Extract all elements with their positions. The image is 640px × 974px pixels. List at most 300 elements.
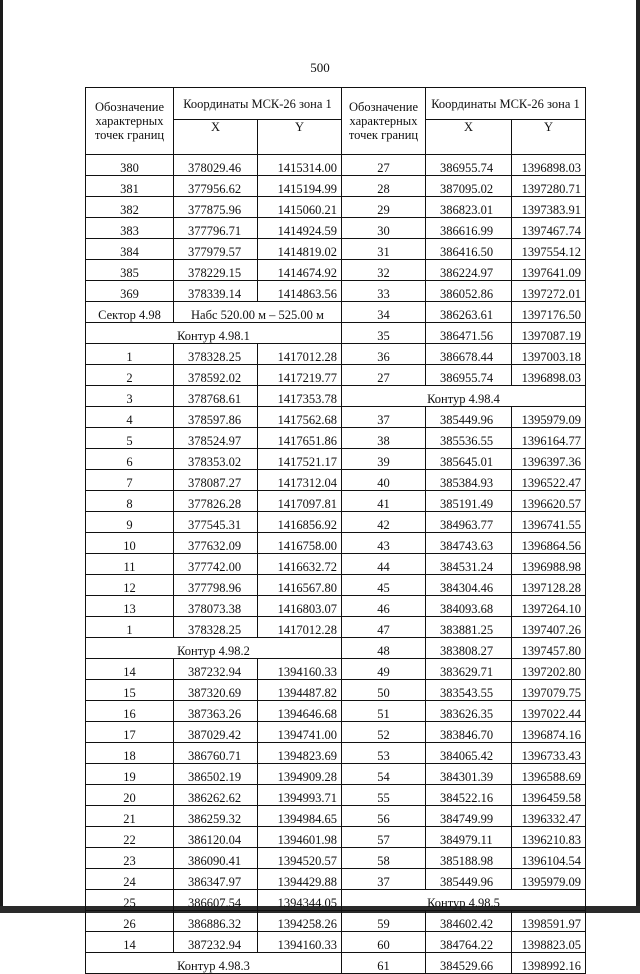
- y-coordinate: 1416758.00: [258, 533, 342, 554]
- point-number: 3: [86, 386, 174, 407]
- x-coordinate: 386823.01: [426, 197, 512, 218]
- y-coordinate: 1396898.03: [512, 365, 586, 386]
- y-coordinate: 1396741.55: [512, 512, 586, 533]
- table-row: [342, 449, 586, 470]
- table-row: [342, 575, 586, 596]
- point-number: 14: [86, 932, 174, 953]
- point-number: Сектор 4.98: [86, 302, 174, 323]
- point-number: 33: [342, 281, 426, 302]
- table-row: [342, 785, 586, 806]
- y-coordinate: 1417097.81: [258, 491, 342, 512]
- table-row: [342, 701, 586, 722]
- table-row: [342, 176, 586, 197]
- point-number: 4: [86, 407, 174, 428]
- y-coordinate: 1397280.71: [512, 176, 586, 197]
- point-number: 61: [342, 953, 426, 974]
- x-coordinate: 378328.25: [174, 344, 258, 365]
- header-x: X: [426, 120, 512, 155]
- x-coordinate: 387363.26: [174, 701, 258, 722]
- table-row: [86, 764, 342, 785]
- point-number: 36: [342, 344, 426, 365]
- table-row: [86, 848, 342, 869]
- table-row: [342, 533, 586, 554]
- y-coordinate: 1394160.33: [258, 932, 342, 953]
- table-row: [342, 302, 586, 323]
- table-row: [342, 596, 586, 617]
- x-coordinate: 377798.96: [174, 575, 258, 596]
- x-coordinate: 384963.77: [426, 512, 512, 533]
- section-row: [86, 953, 342, 974]
- header-point-label: Обозначение характерных точек границ: [86, 88, 174, 155]
- point-number: 1: [86, 617, 174, 638]
- table-row: [342, 869, 586, 890]
- y-coordinate: 1394344.05: [258, 890, 342, 911]
- y-coordinate: 1394429.88: [258, 869, 342, 890]
- point-number: 2: [86, 365, 174, 386]
- coordinates-table-right: [341, 87, 586, 974]
- y-coordinate: 1396332.47: [512, 806, 586, 827]
- y-coordinate: 1396874.16: [512, 722, 586, 743]
- y-coordinate: 1397003.18: [512, 344, 586, 365]
- y-coordinate: 1394258.26: [258, 911, 342, 932]
- table-row: [342, 638, 586, 659]
- x-coordinate: 378768.61: [174, 386, 258, 407]
- point-number: 54: [342, 764, 426, 785]
- y-coordinate: 1394741.00: [258, 722, 342, 743]
- y-coordinate: 1396898.03: [512, 155, 586, 176]
- point-number: 382: [86, 197, 174, 218]
- x-coordinate: 384065.42: [426, 743, 512, 764]
- header-y: Y: [258, 120, 342, 155]
- y-coordinate: 1395979.09: [512, 407, 586, 428]
- table-row: [342, 428, 586, 449]
- table-row: [86, 932, 342, 953]
- y-coordinate: 1396988.98: [512, 554, 586, 575]
- table-row: [86, 218, 342, 239]
- x-coordinate: 386955.74: [426, 155, 512, 176]
- x-coordinate: 378339.14: [174, 281, 258, 302]
- x-coordinate: 384531.24: [426, 554, 512, 575]
- table-row: [342, 512, 586, 533]
- table-row: [86, 890, 342, 911]
- table-row: [86, 869, 342, 890]
- point-number: 41: [342, 491, 426, 512]
- y-coordinate: 1397407.26: [512, 617, 586, 638]
- header-y: Y: [512, 120, 586, 155]
- y-coordinate: 1394984.65: [258, 806, 342, 827]
- table-row: [86, 596, 342, 617]
- x-coordinate: 377826.28: [174, 491, 258, 512]
- point-number: 12: [86, 575, 174, 596]
- y-coordinate: 1414863.56: [258, 281, 342, 302]
- table-row: [86, 806, 342, 827]
- y-coordinate: 1417219.77: [258, 365, 342, 386]
- point-number: 51: [342, 701, 426, 722]
- y-coordinate: 1396210.83: [512, 827, 586, 848]
- point-number: 34: [342, 302, 426, 323]
- x-coordinate: 386607.54: [174, 890, 258, 911]
- y-coordinate: 1394160.33: [258, 659, 342, 680]
- x-coordinate: 377632.09: [174, 533, 258, 554]
- y-coordinate: 1398591.97: [512, 911, 586, 932]
- point-number: 24: [86, 869, 174, 890]
- table-row: [342, 680, 586, 701]
- point-number: 22: [86, 827, 174, 848]
- x-coordinate: 378229.15: [174, 260, 258, 281]
- section-row: [86, 638, 342, 659]
- table-row: [342, 365, 586, 386]
- table-row: [86, 197, 342, 218]
- x-coordinate: 386347.97: [174, 869, 258, 890]
- y-coordinate: 1417012.28: [258, 617, 342, 638]
- x-coordinate: 386262.62: [174, 785, 258, 806]
- scan-edge-right: [636, 0, 640, 913]
- y-coordinate: 1394646.68: [258, 701, 342, 722]
- y-coordinate: 1394909.28: [258, 764, 342, 785]
- header-x: X: [174, 120, 258, 155]
- table-row: [342, 764, 586, 785]
- point-number: 46: [342, 596, 426, 617]
- x-coordinate: 384522.16: [426, 785, 512, 806]
- y-coordinate: 1397176.50: [512, 302, 586, 323]
- point-number: 13: [86, 596, 174, 617]
- point-number: 14: [86, 659, 174, 680]
- x-coordinate: 378592.02: [174, 365, 258, 386]
- y-coordinate: 1397079.75: [512, 680, 586, 701]
- y-coordinate: 1397383.91: [512, 197, 586, 218]
- point-number: 11: [86, 554, 174, 575]
- y-coordinate: 1396733.43: [512, 743, 586, 764]
- table-row: [86, 176, 342, 197]
- x-coordinate: 386052.86: [426, 281, 512, 302]
- table-row: [342, 932, 586, 953]
- point-number: 25: [86, 890, 174, 911]
- x-coordinate: 377545.31: [174, 512, 258, 533]
- section-title: Контур 4.98.1: [86, 323, 342, 344]
- y-coordinate: 1397264.10: [512, 596, 586, 617]
- x-coordinate: 386471.56: [426, 323, 512, 344]
- x-coordinate: 377742.00: [174, 554, 258, 575]
- point-number: 31: [342, 239, 426, 260]
- x-coordinate: 386760.71: [174, 743, 258, 764]
- point-number: 16: [86, 701, 174, 722]
- y-coordinate: 1397554.12: [512, 239, 586, 260]
- table-row: [86, 239, 342, 260]
- table-row: [342, 470, 586, 491]
- y-coordinate: 1398823.05: [512, 932, 586, 953]
- y-coordinate: 1397641.09: [512, 260, 586, 281]
- point-number: 385: [86, 260, 174, 281]
- y-coordinate: 1416632.72: [258, 554, 342, 575]
- table-row: [86, 575, 342, 596]
- x-coordinate: 386678.44: [426, 344, 512, 365]
- table-row: [86, 680, 342, 701]
- point-number: 42: [342, 512, 426, 533]
- y-coordinate: 1397087.19: [512, 323, 586, 344]
- x-coordinate: 383626.35: [426, 701, 512, 722]
- point-number: 37: [342, 869, 426, 890]
- x-coordinate: 384304.46: [426, 575, 512, 596]
- point-number: 21: [86, 806, 174, 827]
- table-row: [86, 449, 342, 470]
- point-number: 49: [342, 659, 426, 680]
- header-coord-title: Координаты МСК-26 зона 1: [426, 88, 586, 120]
- table-row: [86, 701, 342, 722]
- point-number: 50: [342, 680, 426, 701]
- section-row: [342, 386, 586, 407]
- y-coordinate: 1417312.04: [258, 470, 342, 491]
- table-row: [86, 533, 342, 554]
- y-coordinate: 1396588.69: [512, 764, 586, 785]
- x-coordinate: 387320.69: [174, 680, 258, 701]
- y-coordinate: 1396164.77: [512, 428, 586, 449]
- point-number: 28: [342, 176, 426, 197]
- y-coordinate: 1417012.28: [258, 344, 342, 365]
- page-number: 500: [310, 60, 330, 75]
- y-coordinate: 1397022.44: [512, 701, 586, 722]
- x-coordinate: 384979.11: [426, 827, 512, 848]
- point-number: 47: [342, 617, 426, 638]
- point-number: 18: [86, 743, 174, 764]
- point-number: 23: [86, 848, 174, 869]
- table-row: [342, 344, 586, 365]
- table-row: [342, 491, 586, 512]
- point-number: 27: [342, 365, 426, 386]
- point-number: 26: [86, 911, 174, 932]
- x-coordinate: 386090.41: [174, 848, 258, 869]
- y-coordinate: 1394601.98: [258, 827, 342, 848]
- x-coordinate: 385645.01: [426, 449, 512, 470]
- y-coordinate: 1397202.80: [512, 659, 586, 680]
- y-coordinate: 1416856.92: [258, 512, 342, 533]
- table-row: [86, 617, 342, 638]
- table-row: [86, 911, 342, 932]
- x-coordinate: 378524.97: [174, 428, 258, 449]
- y-coordinate: 1396620.57: [512, 491, 586, 512]
- x-coordinate: 385449.96: [426, 869, 512, 890]
- x-coordinate: 385449.96: [426, 407, 512, 428]
- point-number: 35: [342, 323, 426, 344]
- table-row: [86, 554, 342, 575]
- header-coord-title: Координаты МСК-26 зона 1: [174, 88, 342, 120]
- y-coordinate: 1415314.00: [258, 155, 342, 176]
- point-number: 43: [342, 533, 426, 554]
- point-number: 53: [342, 743, 426, 764]
- table-row: [86, 407, 342, 428]
- table-row: [86, 470, 342, 491]
- point-number: 38: [342, 428, 426, 449]
- point-number: 27: [342, 155, 426, 176]
- x-coordinate: 384743.63: [426, 533, 512, 554]
- y-coordinate: 1417562.68: [258, 407, 342, 428]
- table-row: [342, 407, 586, 428]
- y-coordinate: 1415060.21: [258, 197, 342, 218]
- section-title: Контур 4.98.3: [86, 953, 342, 974]
- y-coordinate: 1397272.01: [512, 281, 586, 302]
- table-row: [342, 722, 586, 743]
- y-coordinate: 1395979.09: [512, 869, 586, 890]
- x-coordinate: 384749.99: [426, 806, 512, 827]
- table-row: [342, 911, 586, 932]
- x-coordinate: 378073.38: [174, 596, 258, 617]
- header-point-label: Обозначение характерных точек границ: [342, 88, 426, 155]
- section-title: Контур 4.98.4: [342, 386, 586, 407]
- x-coordinate: 384301.39: [426, 764, 512, 785]
- table-row: [342, 218, 586, 239]
- x-coordinate: 377956.62: [174, 176, 258, 197]
- table-row: [342, 239, 586, 260]
- x-coordinate: 386616.99: [426, 218, 512, 239]
- point-number: 384: [86, 239, 174, 260]
- y-coordinate: 1394520.57: [258, 848, 342, 869]
- x-coordinate: 386120.04: [174, 827, 258, 848]
- x-coordinate: 385536.55: [426, 428, 512, 449]
- point-number: 29: [342, 197, 426, 218]
- table-row: [342, 617, 586, 638]
- x-coordinate: 387029.42: [174, 722, 258, 743]
- point-number: 59: [342, 911, 426, 932]
- table-row: [86, 785, 342, 806]
- table-row: [86, 365, 342, 386]
- table-row: [86, 743, 342, 764]
- table-row: [342, 743, 586, 764]
- table-row: [86, 260, 342, 281]
- table-row: [342, 281, 586, 302]
- y-coordinate: 1394993.71: [258, 785, 342, 806]
- x-coordinate: 386886.32: [174, 911, 258, 932]
- point-number: 39: [342, 449, 426, 470]
- y-coordinate: 1396864.56: [512, 533, 586, 554]
- y-coordinate: 1416803.07: [258, 596, 342, 617]
- y-coordinate: 1416567.80: [258, 575, 342, 596]
- point-number: 32: [342, 260, 426, 281]
- point-number: 40: [342, 470, 426, 491]
- x-coordinate: 383881.25: [426, 617, 512, 638]
- x-coordinate: 383808.27: [426, 638, 512, 659]
- x-coordinate: 386955.74: [426, 365, 512, 386]
- point-number: 381: [86, 176, 174, 197]
- y-coordinate: 1417353.78: [258, 386, 342, 407]
- point-number: 45: [342, 575, 426, 596]
- y-coordinate: 1397128.28: [512, 575, 586, 596]
- y-coordinate: 1398992.16: [512, 953, 586, 974]
- point-number: 369: [86, 281, 174, 302]
- point-number: 1: [86, 344, 174, 365]
- y-coordinate: 1396104.54: [512, 848, 586, 869]
- x-coordinate: 383543.55: [426, 680, 512, 701]
- table-row: [86, 827, 342, 848]
- point-number: 30: [342, 218, 426, 239]
- x-coordinate: 378328.25: [174, 617, 258, 638]
- point-number: 60: [342, 932, 426, 953]
- x-coordinate: 386224.97: [426, 260, 512, 281]
- x-coordinate: 383629.71: [426, 659, 512, 680]
- x-coordinate: 377875.96: [174, 197, 258, 218]
- y-coordinate: 1394823.69: [258, 743, 342, 764]
- x-coordinate: 384093.68: [426, 596, 512, 617]
- x-coordinate: 384529.66: [426, 953, 512, 974]
- y-coordinate: 1415194.99: [258, 176, 342, 197]
- x-coordinate: 378029.46: [174, 155, 258, 176]
- y-coordinate: 1397457.80: [512, 638, 586, 659]
- x-coordinate: 385384.93: [426, 470, 512, 491]
- point-number: 10: [86, 533, 174, 554]
- x-coordinate: 386259.32: [174, 806, 258, 827]
- point-number: 37: [342, 407, 426, 428]
- x-coordinate: 384602.42: [426, 911, 512, 932]
- point-number: 56: [342, 806, 426, 827]
- table-row: [342, 197, 586, 218]
- point-number: 48: [342, 638, 426, 659]
- x-coordinate: 377979.57: [174, 239, 258, 260]
- x-coordinate: 386263.61: [426, 302, 512, 323]
- table-row: [86, 491, 342, 512]
- x-coordinate: 378353.02: [174, 449, 258, 470]
- table-row: [86, 344, 342, 365]
- x-coordinate: 386502.19: [174, 764, 258, 785]
- point-number: 20: [86, 785, 174, 806]
- table-row: [342, 806, 586, 827]
- table-row: [342, 659, 586, 680]
- point-number: 52: [342, 722, 426, 743]
- y-coordinate: 1414819.02: [258, 239, 342, 260]
- table-row: [342, 953, 586, 974]
- point-number: 383: [86, 218, 174, 239]
- section-row: [342, 890, 586, 911]
- x-coordinate: 378087.27: [174, 470, 258, 491]
- table-row: [86, 386, 342, 407]
- table-row: [342, 155, 586, 176]
- section-title: Контур 4.98.2: [86, 638, 342, 659]
- point-number: 58: [342, 848, 426, 869]
- table-row: [342, 323, 586, 344]
- point-number: 55: [342, 785, 426, 806]
- x-coordinate: 378597.86: [174, 407, 258, 428]
- table-row: [342, 260, 586, 281]
- x-coordinate: 384764.22: [426, 932, 512, 953]
- table-row: [86, 155, 342, 176]
- table-row: [342, 827, 586, 848]
- table-row: [86, 722, 342, 743]
- x-coordinate: 387232.94: [174, 932, 258, 953]
- y-coordinate: 1396459.58: [512, 785, 586, 806]
- point-number: 19: [86, 764, 174, 785]
- section-title: Контур 4.98.5: [342, 890, 586, 911]
- y-coordinate: 1414674.92: [258, 260, 342, 281]
- table-row: [342, 848, 586, 869]
- table-row: [86, 302, 342, 323]
- point-number: 6: [86, 449, 174, 470]
- coordinates-table-left: [85, 87, 342, 974]
- point-number: 8: [86, 491, 174, 512]
- x-coordinate: 387232.94: [174, 659, 258, 680]
- x-coordinate: 385191.49: [426, 491, 512, 512]
- table-row: [342, 554, 586, 575]
- y-coordinate: 1397467.74: [512, 218, 586, 239]
- elevation-note: Набс 520.00 м – 525.00 м: [174, 302, 342, 323]
- point-number: 57: [342, 827, 426, 848]
- point-number: 9: [86, 512, 174, 533]
- x-coordinate: 387095.02: [426, 176, 512, 197]
- point-number: 17: [86, 722, 174, 743]
- table-row: [86, 659, 342, 680]
- x-coordinate: 377796.71: [174, 218, 258, 239]
- y-coordinate: 1414924.59: [258, 218, 342, 239]
- y-coordinate: 1417651.86: [258, 428, 342, 449]
- y-coordinate: 1396522.47: [512, 470, 586, 491]
- point-number: 15: [86, 680, 174, 701]
- point-number: 7: [86, 470, 174, 491]
